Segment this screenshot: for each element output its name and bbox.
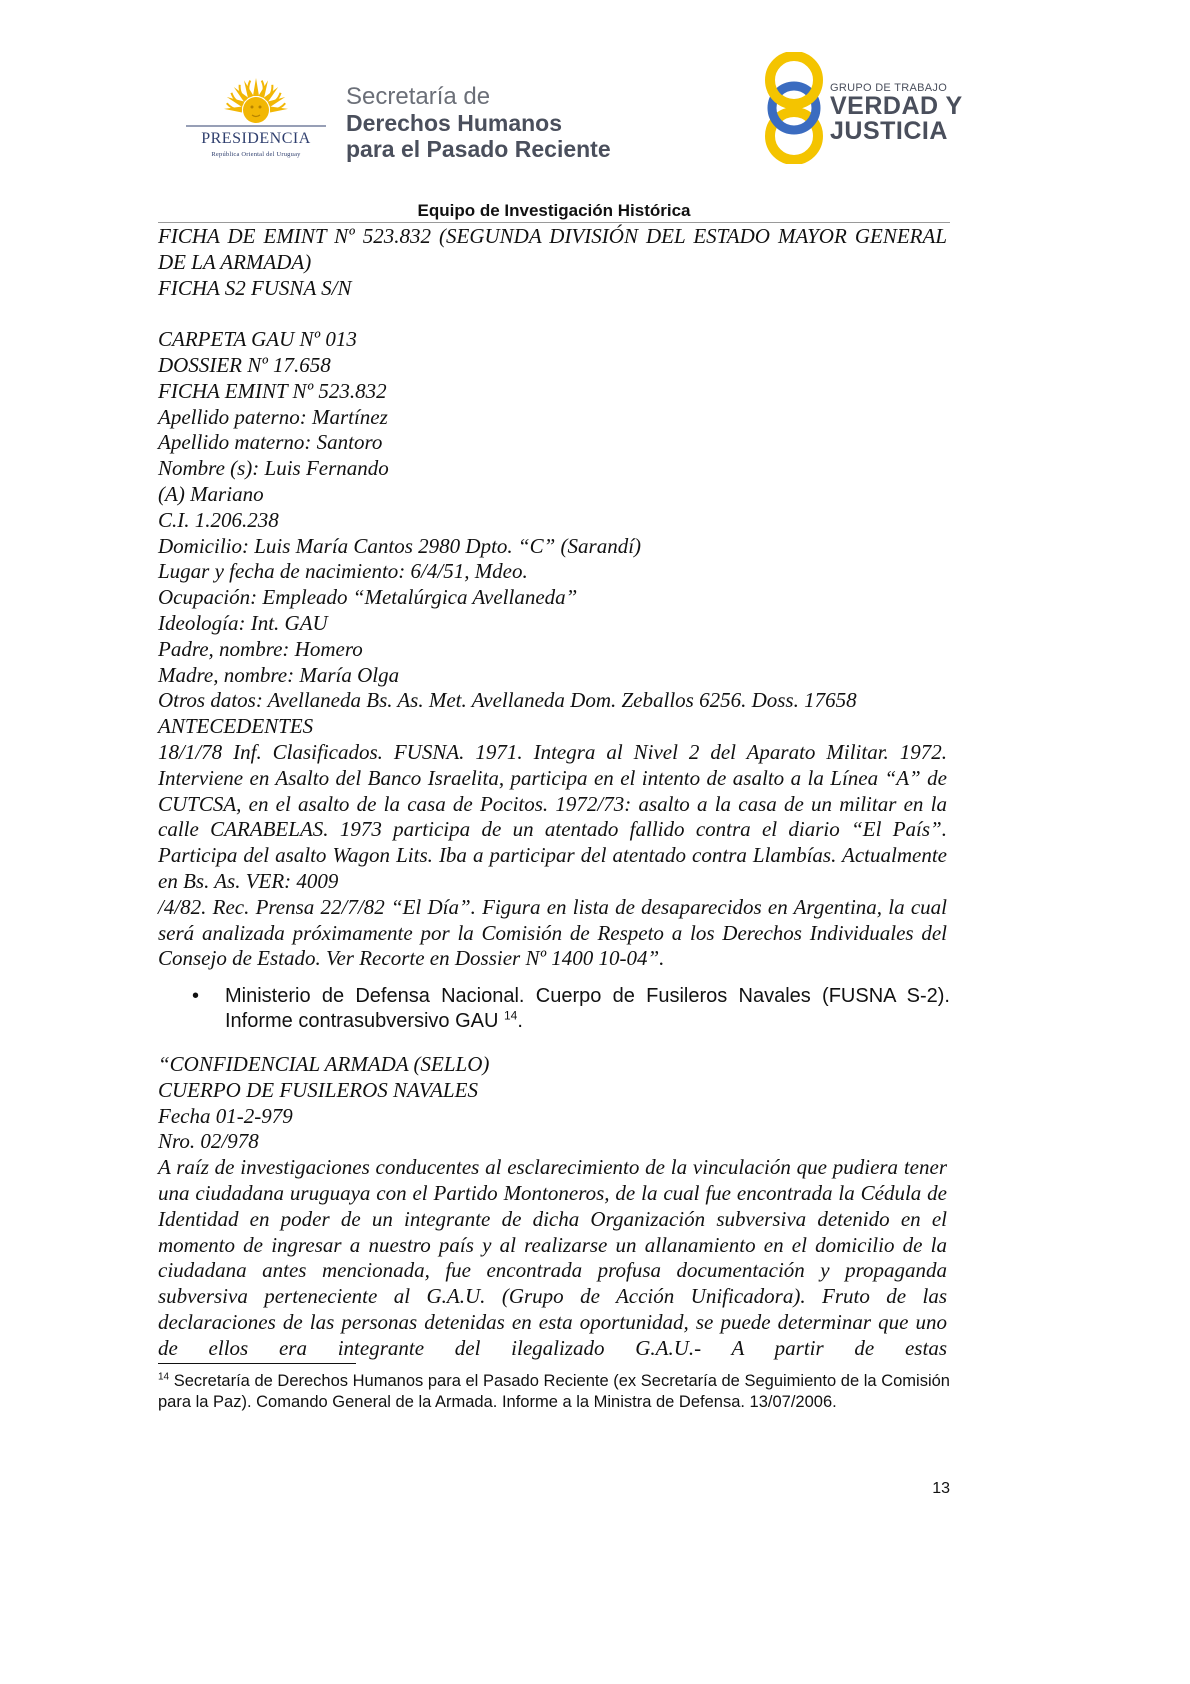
informe-line: Fecha 01-2-979 xyxy=(158,1103,293,1128)
record-field: CARPETA GAU Nº 013 xyxy=(158,327,357,352)
record-field: Lugar y fecha de nacimiento: 6/4/51, Mdeo. xyxy=(158,559,528,584)
footnote-text: Secretaría de Derechos Humanos para el Pasado Reciente (ex Secretaría de Seguimiento de la Comisión para la Paz). Comando General de la Armada. Informe a la Ministra de Defensa. 13/07/2006. xyxy=(158,1372,950,1411)
record-body xyxy=(158,224,947,972)
footnote-number: 14 xyxy=(158,1371,170,1383)
secretaria-line-2: Derechos Humanos xyxy=(346,110,563,136)
record-field: Otros datos: Avellaneda Bs. As. Met. Avellaneda Dom. Zeballos 6256. Doss. 17658 xyxy=(158,688,857,713)
record-field: ANTECEDENTES xyxy=(158,714,314,739)
record-field: Domicilio: Luis María Cantos 2980 Dpto. “C” (Sarandí) xyxy=(158,533,642,558)
page-number: 13 xyxy=(932,1480,950,1497)
grupo-rings-icon xyxy=(758,52,830,164)
record-field: (A) Mariano xyxy=(158,481,264,506)
spacer xyxy=(158,301,947,327)
record-intro-ficha: FICHA S2 FUSNA S/N xyxy=(158,275,352,300)
informe-line: “CONFIDENCIAL ARMADA (SELLO) xyxy=(158,1052,490,1076)
bullet-text xyxy=(225,984,950,1034)
antecedentes-paragraph-1: 18/1/78 Inf. Clasificados. FUSNA. 1971. Integra al Nivel 2 del Aparato Militar. 1972. Interviene en Asalto del Banco Israelita, participa en el intento de asalto a la Línea “A” de CUTCSA, en el asalto de la casa de Pocitos. 1972/73: asalto a la casa de un militar en la calle CARABELAS. 1973 participa de un atentado fallido contra el diario “El País”. Participa del asalto Wagon Lits. Iba a participar del atentado contra Llambías. Actualmente en Bs. As. VER: 4009 xyxy=(158,739,947,893)
secretaria-line-3: para el Pasado Reciente xyxy=(346,136,611,162)
presidencia-name: PRESIDENCIA xyxy=(201,130,311,147)
presidencia-subtitle: República Oriental del Uruguay xyxy=(211,151,301,158)
secretaria-line-1: Secretaría de xyxy=(346,83,491,110)
informe-paragraph: A raíz de investigaciones conducentes al esclarecimiento de la vinculación que pudiera tener una ciudadana uruguaya con el Partido Montoneros, de la cual fue encontrada la Cédula de Identidad en poder de un integrante de dicha Organización subversiva detenido en el momento de ingresar a nuestro país y al realizarse un allanamiento en el domicilio de la ciudadana antes mencionada, fue encontrada profusa documentación y propaganda subversiva perteneciente al G.A.U. (Grupo de Acción Unificadora). Fruto de las declaraciones de las personas detenidas en esta oportunidad, se puede determinar que uno de ellos era integrante del ilegalizado G.A.U.- A partir de estas xyxy=(158,1155,947,1360)
record-field: C.I. 1.206.238 xyxy=(158,507,279,532)
record-field: Padre, nombre: Homero xyxy=(158,636,363,661)
presidencia-logo xyxy=(182,76,330,166)
bullet-icon: • xyxy=(192,985,200,1007)
team-heading: Equipo de Investigación Histórica xyxy=(417,201,691,220)
informe-line: CUERPO DE FUSILEROS NAVALES xyxy=(158,1077,478,1102)
grupo-line-2: VERDAD Y xyxy=(830,92,963,120)
bullet-text-end: . xyxy=(517,1010,523,1032)
record-field: FICHA EMINT Nº 523.832 xyxy=(158,378,387,403)
informe-body xyxy=(158,1052,947,1362)
bullet-text-body: Ministerio de Defensa Nacional. Cuerpo de Fusileros Navales (FUSNA S-2). Informe contrasubversivo GAU xyxy=(225,985,950,1032)
header-rule xyxy=(158,222,950,223)
footnote-ref[interactable]: 14 xyxy=(504,1008,518,1023)
footnote-rule xyxy=(158,1363,356,1364)
record-field: Nombre (s): Luis Fernando xyxy=(158,456,389,481)
sun-emblem-icon xyxy=(182,76,330,132)
record-field: DOSSIER Nº 17.658 xyxy=(158,352,331,377)
record-field: Apellido materno: Santoro xyxy=(158,430,383,455)
antecedentes-paragraph-2: /4/82. Rec. Prensa 22/7/82 “El Día”. Figura en lista de desaparecidos en Argentina, la cual será analizada próximamente por la Comisión de Respeto a los Derechos Individuales del Consejo de Estado. Ver Recorte en Dossier Nº 1400 10-04”. xyxy=(158,894,947,971)
record-field: Apellido paterno: Martínez xyxy=(158,404,388,429)
footnote xyxy=(158,1371,950,1413)
record-field: Ocupación: Empleado “Metalúrgica Avellaneda” xyxy=(158,585,578,610)
grupo-line-3: JUSTICIA xyxy=(830,117,948,145)
grupo-line-1: GRUPO DE TRABAJO xyxy=(830,82,948,94)
record-intro-title: FICHA DE EMINT Nº 523.832 (SEGUNDA DIVISIÓN DEL ESTADO MAYOR GENERAL DE LA ARMADA) xyxy=(158,224,947,274)
record-field: Ideología: Int. GAU xyxy=(158,610,328,635)
record-field: Madre, nombre: María Olga xyxy=(158,662,400,687)
informe-line: Nro. 02/978 xyxy=(158,1129,259,1154)
grupo-trabajo-title xyxy=(830,82,963,144)
secretaria-title xyxy=(346,84,611,162)
